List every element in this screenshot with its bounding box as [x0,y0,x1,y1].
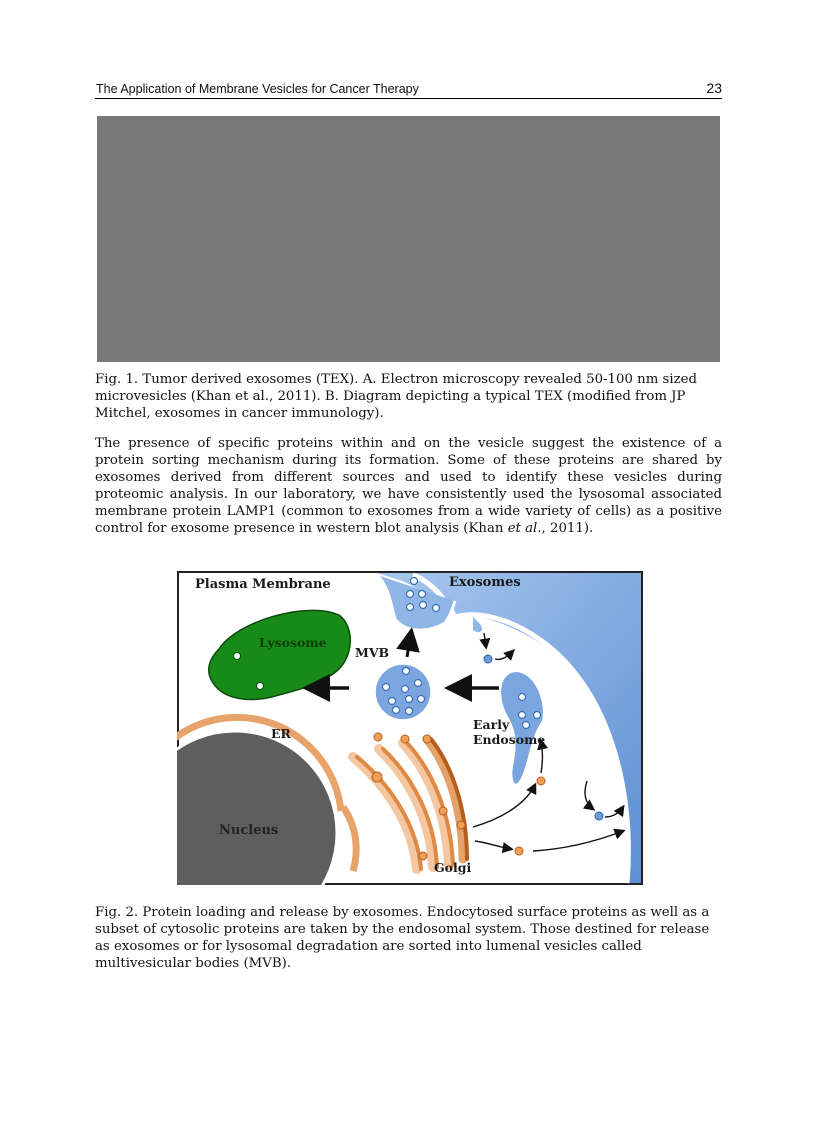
label-early: Early [473,717,510,732]
label-endosome: Endosome [473,732,546,747]
lysosome-vesicle [234,653,241,660]
running-head [95,80,722,99]
figure-1-caption: Fig. 1. Tumor derived exosomes (TEX). A. Electron microscopy revealed 50-100 nm sized microvesicles (Khan et al., 2011). B. Diagram depicting a typical TEX (modified from JP Mitchel, exosomes in cancer immunology). [95,372,697,421]
label-nucleus: Nucleus [219,823,279,838]
label-lysosome: Lysosome [259,635,327,650]
figure-1-image [97,116,720,362]
body-text-end: ., 2011). [537,521,594,536]
running-title: The Application of Membrane Vesicles for Cancer Therapy [96,82,419,96]
body-text-italic: et al [507,521,538,536]
label-golgi: Golgi [434,860,472,875]
page-number: 23 [706,80,722,96]
figure-2-diagram [177,571,643,885]
label-mvb: MVB [355,645,390,660]
figure-2-caption: Fig. 2. Protein loading and release by exosomes. Endocytosed surface proteins as well as a subset of cytosolic proteins are taken by the endosomal system. Those destined for release as exosomes or for lysosomal degradation are sorted into lumenal vesicles called multivesicular bodies (MVB). [95,905,710,971]
lysosome-vesicle [257,683,264,690]
recycling-vesicle [595,812,603,820]
label-exosomes: Exosomes [449,575,521,590]
body-text-main: The presence of specific proteins within and on the vesicle suggest the existence of a protein sorting mechanism during its formation. Some of these proteins are shared by exosomes derived from different sources and used to identify these vesicles during proteomic analysis. In our laboratory, we have consistently used the lysosomal associated membrane protein LAMP1 (common to exosomes from a wide variety of cells) as a positive control for exosome presence in western blot analysis (Khan [95,436,722,536]
label-er: ER [271,726,291,741]
endocytic-vesicle [484,655,492,663]
label-plasma-membrane: Plasma Membrane [195,577,331,592]
body-paragraph [95,435,722,537]
